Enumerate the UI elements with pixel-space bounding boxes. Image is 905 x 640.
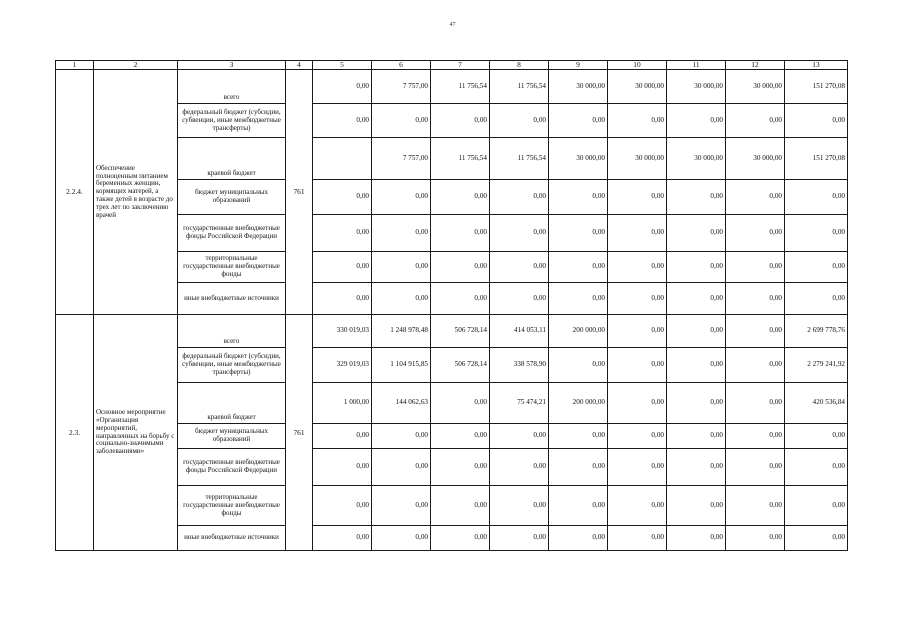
value-cell: 0,00 [608,252,667,283]
value-cell: 0,00 [667,383,726,424]
budget-table [55,60,848,551]
value-cell: 0,00 [313,70,372,104]
funding-source-label: всего [178,315,286,348]
value-cell: 0,00 [313,104,372,138]
value-cell: 0,00 [667,449,726,486]
value-cell: 0,00 [549,283,608,315]
value-cell: 0,00 [549,449,608,486]
value-cell: 0,00 [726,526,785,551]
value-cell: 30 000,00 [549,138,608,180]
value-cell: 0,00 [372,486,431,526]
value-cell: 11 756,54 [431,138,490,180]
value-cell: 0,00 [490,180,549,215]
value-cell: 0,00 [608,180,667,215]
funding-source-label: государственные внебюджетные фонды Российской Федерации [178,215,286,252]
value-cell: 0,00 [667,348,726,383]
value-cell: 0,00 [726,348,785,383]
value-cell: 151 270,08 [785,138,848,180]
value-cell: 0,00 [313,424,372,449]
table-row [56,70,848,104]
value-cell: 0,00 [667,180,726,215]
value-cell: 414 053,11 [490,315,549,348]
value-cell: 0,00 [785,104,848,138]
value-cell: 0,00 [372,283,431,315]
value-cell: 0,00 [431,449,490,486]
value-cell: 0,00 [490,252,549,283]
value-cell: 0,00 [726,180,785,215]
value-cell: 0,00 [431,104,490,138]
value-cell: 0,00 [431,526,490,551]
value-cell: 0,00 [372,449,431,486]
value-cell: 0,00 [726,283,785,315]
value-cell: 0,00 [785,526,848,551]
value-cell: 0,00 [667,315,726,348]
value-cell: 506 728,14 [431,315,490,348]
value-cell: 0,00 [667,424,726,449]
value-cell: 0,00 [667,252,726,283]
value-cell: 11 756,54 [490,138,549,180]
value-cell: 1 000,00 [313,383,372,424]
value-cell: 0,00 [608,104,667,138]
funding-source-label: иные внебюджетные источники [178,526,286,551]
value-cell: 0,00 [313,283,372,315]
header-row [56,61,848,70]
value-cell: 0,00 [608,283,667,315]
value-cell: 0,00 [608,215,667,252]
header-cell: 12 [726,61,785,70]
value-cell: 0,00 [549,215,608,252]
value-cell: 0,00 [372,424,431,449]
value-cell: 30 000,00 [608,138,667,180]
value-cell: 7 757,00 [372,70,431,104]
value-cell: 30 000,00 [726,70,785,104]
value-cell: 7 757,00 [372,138,431,180]
value-cell: 0,00 [667,104,726,138]
value-cell: 30 000,00 [549,70,608,104]
value-cell: 0,00 [785,180,848,215]
value-cell: 200 000,00 [549,315,608,348]
header-cell: 5 [313,61,372,70]
value-cell: 0,00 [372,180,431,215]
value-cell: 0,00 [431,252,490,283]
value-cell: 0,00 [785,424,848,449]
value-cell: 0,00 [313,215,372,252]
value-cell: 0,00 [549,252,608,283]
value-cell: 0,00 [313,252,372,283]
funding-source-label: краевой бюджет [178,138,286,180]
value-cell: 0,00 [549,180,608,215]
value-cell: 0,00 [608,315,667,348]
value-cell: 420 536,84 [785,383,848,424]
value-cell: 2 279 241,92 [785,348,848,383]
value-cell: 0,00 [726,252,785,283]
value-cell: 0,00 [608,424,667,449]
value-cell: 30 000,00 [608,70,667,104]
value-cell: 75 474,21 [490,383,549,424]
value-cell: 0,00 [313,449,372,486]
value-cell: 0,00 [726,424,785,449]
table-row [56,315,848,348]
value-cell: 0,00 [608,486,667,526]
value-cell: 11 756,54 [490,70,549,104]
value-cell: 30 000,00 [726,138,785,180]
value-cell: 0,00 [667,486,726,526]
value-cell: 30 000,00 [667,70,726,104]
value-cell: 1 248 978,48 [372,315,431,348]
value-cell: 11 756,54 [431,70,490,104]
value-cell: 506 728,14 [431,348,490,383]
value-cell: 338 578,90 [490,348,549,383]
value-cell: 0,00 [549,526,608,551]
value-cell: 0,00 [549,348,608,383]
value-cell: 0,00 [726,315,785,348]
funding-source-label: всего [178,70,286,104]
value-cell: 0,00 [667,526,726,551]
value-cell: 0,00 [785,449,848,486]
value-cell: 0,00 [726,104,785,138]
value-cell: 1 104 915,85 [372,348,431,383]
value-cell: 329 019,03 [313,348,372,383]
table-body [56,61,848,551]
value-cell: 30 000,00 [667,138,726,180]
column-4-code: 761 [286,70,313,315]
header-cell: 4 [286,61,313,70]
value-cell: 0,00 [608,526,667,551]
funding-source-label: бюджет муниципальных образований [178,180,286,215]
header-cell: 3 [178,61,286,70]
value-cell: 0,00 [785,486,848,526]
value-cell: 0,00 [726,486,785,526]
value-cell: 0,00 [490,424,549,449]
value-cell: 2 699 778,76 [785,315,848,348]
value-cell: 0,00 [785,283,848,315]
funding-source-label: территориальные государственные внебюджетные фонды [178,252,286,283]
value-cell: 0,00 [313,526,372,551]
value-cell: 0,00 [490,104,549,138]
funding-source-label: территориальные государственные внебюджетные фонды [178,486,286,526]
value-cell: 330 019,03 [313,315,372,348]
header-cell: 9 [549,61,608,70]
section-title: Обеспечение полноценным питанием беременных женщин, кормящих матерей, а также детей в возрасте до трех лет по заключению врачей [94,70,178,315]
funding-source-label: государственные внебюджетные фонды Российской Федерации [178,449,286,486]
value-cell: 0,00 [785,252,848,283]
value-cell: 0,00 [431,486,490,526]
header-cell: 10 [608,61,667,70]
value-cell: 0,00 [313,180,372,215]
funding-source-label: бюджет муниципальных образований [178,424,286,449]
section-code: 2.2.4. [56,70,94,315]
value-cell: 0,00 [726,449,785,486]
funding-source-label: краевой бюджет [178,383,286,424]
value-cell: 0,00 [431,215,490,252]
value-cell: 0,00 [726,215,785,252]
header-cell: 7 [431,61,490,70]
header-cell: 13 [785,61,848,70]
value-cell: 0,00 [490,283,549,315]
value-cell: 0,00 [490,449,549,486]
value-cell: 0,00 [313,486,372,526]
value-cell: 0,00 [549,104,608,138]
value-cell: 0,00 [549,486,608,526]
value-cell: 0,00 [667,215,726,252]
value-cell: 0,00 [431,283,490,315]
funding-source-label: иные внебюджетные источники [178,283,286,315]
value-cell: 0,00 [490,486,549,526]
value-cell: 0,00 [490,215,549,252]
value-cell [313,138,372,180]
value-cell: 0,00 [431,383,490,424]
value-cell: 0,00 [608,383,667,424]
header-cell: 1 [56,61,94,70]
header-cell: 2 [94,61,178,70]
value-cell: 0,00 [372,252,431,283]
section-title: Основное мероприятие «Организация мероприятий, направленных на борьбу с социально-значимыми заболеваниями» [94,315,178,551]
page-number: 47 [449,22,456,28]
value-cell: 0,00 [608,348,667,383]
column-4-code: 761 [286,315,313,551]
value-cell: 0,00 [431,424,490,449]
value-cell: 0,00 [372,104,431,138]
section-code: 2.3. [56,315,94,551]
value-cell: 0,00 [608,449,667,486]
value-cell: 151 270,08 [785,70,848,104]
value-cell: 0,00 [667,283,726,315]
value-cell: 144 062,63 [372,383,431,424]
value-cell: 0,00 [785,215,848,252]
value-cell: 0,00 [372,215,431,252]
header-cell: 11 [667,61,726,70]
header-cell: 6 [372,61,431,70]
funding-source-label: федеральный бюджет (субсидии, субвенции, иные межбюджетные трансферты) [178,104,286,138]
value-cell: 0,00 [372,526,431,551]
value-cell: 200 000,00 [549,383,608,424]
value-cell: 0,00 [549,424,608,449]
header-cell: 8 [490,61,549,70]
value-cell: 0,00 [726,383,785,424]
funding-source-label: федеральный бюджет (субсидии, субвенции, иные межбюджетные трансферты) [178,348,286,383]
value-cell: 0,00 [490,526,549,551]
value-cell: 0,00 [431,180,490,215]
